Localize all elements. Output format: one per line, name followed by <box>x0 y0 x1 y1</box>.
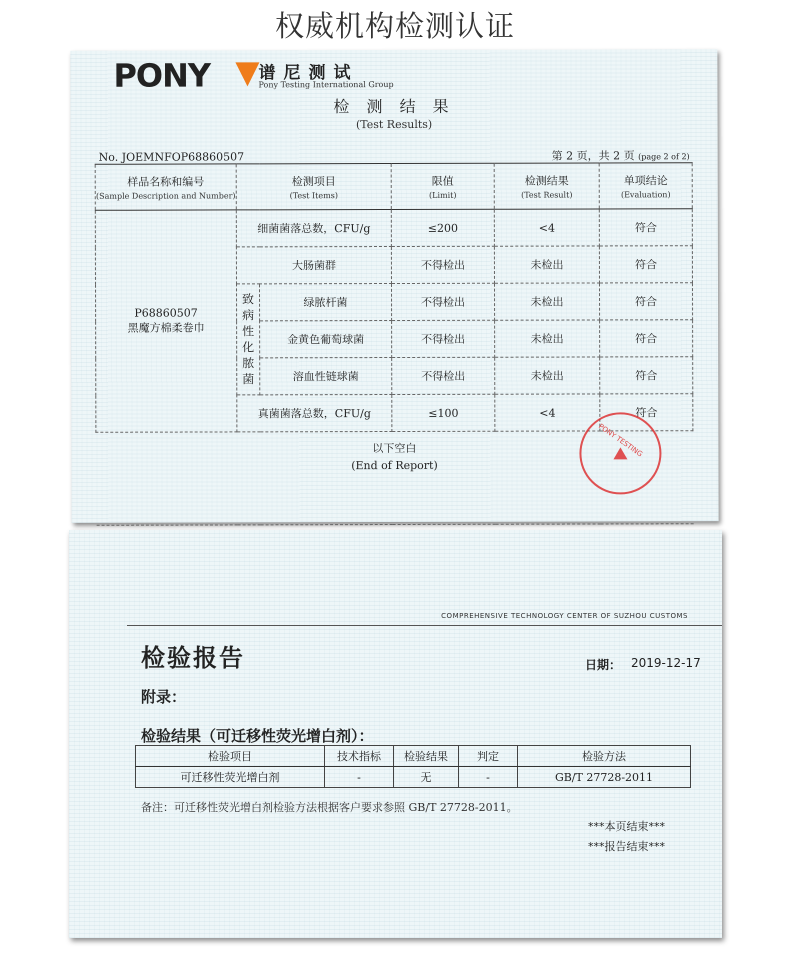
limit-value: 不得检出 <box>391 283 494 320</box>
appendix-label: 附录： <box>141 688 187 706</box>
header-cell: 检测结果 (Test Result) <box>494 163 599 209</box>
limit-value: ≤100 <box>392 394 495 431</box>
limit-value: 不得检出 <box>391 246 494 283</box>
logo-cn-name: 谱尼测试 <box>258 63 359 84</box>
evaluation-value: 符合 <box>599 209 692 246</box>
evaluation-value: 符合 <box>600 357 693 394</box>
test-item: 绿脓杆菌 <box>259 284 391 321</box>
inspection-table <box>135 745 691 788</box>
test-item: 溶血性链球菌 <box>260 358 392 395</box>
header-divider <box>127 625 722 626</box>
result-value: <4 <box>494 209 599 246</box>
table-cell: 可迁移性荧光增白剂 <box>136 767 325 788</box>
evaluation-value: 符合 <box>600 320 693 357</box>
report-number: No. JOEMNFOP68860507 <box>98 150 245 164</box>
stamp-text: PONY TESTING <box>596 422 644 459</box>
header-cell: 技术指标 <box>325 746 394 767</box>
center-name: COMPREHENSIVE TECHNOLOGY CENTER OF SUZHOU CUSTOMS <box>441 612 688 620</box>
header-cell: 判定 <box>459 746 518 767</box>
table-row <box>95 209 692 248</box>
end-of-report-marker: ***报告结束*** <box>588 840 665 853</box>
limit-value: 不得检出 <box>392 357 495 394</box>
logo-en-name: Pony Testing International Group <box>258 80 394 90</box>
table-cell: 无 <box>394 767 459 788</box>
logo-wordmark: PONY <box>113 56 211 95</box>
end-of-page: ***本页结束*** <box>588 820 665 833</box>
sample-cell <box>95 210 237 432</box>
evaluation-value: 符合 <box>600 394 693 431</box>
result-value: 未检出 <box>495 320 600 357</box>
pathogen-group-label: 致 病 性 化 脓 菌 <box>236 284 259 395</box>
page-number-en: (page 2 of 2) <box>638 152 690 162</box>
evaluation-value: 符合 <box>599 246 692 283</box>
inspection-report-sheet <box>69 530 722 938</box>
results-subtitle: (Test Results) <box>355 117 433 132</box>
header-cell: 检测项目 (Test Items) <box>236 164 391 210</box>
sample-name: 黑魔方棉柔卷巾 <box>127 321 205 335</box>
table-row <box>136 767 691 788</box>
result-heading: 检验结果（可迁移性荧光增白剂）： <box>141 727 374 745</box>
table-header-row <box>136 746 691 767</box>
test-item: 大肠菌群 <box>236 247 391 284</box>
table-cell: - <box>459 767 518 788</box>
result-value: 未检出 <box>494 246 599 283</box>
result-value: 未检出 <box>494 283 599 320</box>
remark: 备注：可迁移性荧光增白剂检验方法根据客户要求参照 GB/T 27728-2011。 <box>141 801 518 814</box>
report-title: 检验报告 <box>141 644 245 672</box>
header-cell: 样品名称和编号 (Sample Description and Number) <box>95 164 236 210</box>
table-cell: GB/T 27728-2011 <box>518 767 691 788</box>
limit-value: ≤200 <box>391 209 494 246</box>
sample-id: P68860507 <box>134 306 198 320</box>
limit-value: 不得检出 <box>392 320 495 357</box>
results-title: 检 测 结 果 <box>333 96 455 117</box>
end-of-report-cn: 以下空白 <box>372 441 417 456</box>
header-cell: 检验结果 <box>394 746 459 767</box>
test-item: 真菌菌落总数，CFU/g <box>237 395 392 432</box>
test-item: 金黄色葡萄球菌 <box>260 321 392 358</box>
header-cell: 单项结论 (Evaluation) <box>599 163 692 209</box>
stamp-star-icon <box>613 447 627 459</box>
page-title: 权威机构检测认证 <box>274 9 515 43</box>
evaluation-value: 符合 <box>599 283 692 320</box>
test-item: 细菌菌落总数，CFU/g <box>236 210 391 247</box>
result-value: 未检出 <box>495 357 600 394</box>
date-value: 2019-12-17 <box>631 656 701 670</box>
table-header-row <box>95 163 692 211</box>
end-of-report-en: (End of Report) <box>351 458 438 473</box>
page-number-cn: 第 2 页，共 2 页 <box>551 149 635 163</box>
logo-chevron-icon <box>235 62 259 86</box>
result-value: <4 <box>495 394 600 431</box>
header-cell: 检验项目 <box>136 746 325 767</box>
header-cell: 检验方法 <box>518 746 691 767</box>
test-results-sheet <box>70 49 718 523</box>
date-label: 日期： <box>585 658 622 672</box>
table-cell: - <box>325 767 394 788</box>
official-stamp-icon <box>579 412 661 494</box>
page-number <box>552 147 690 163</box>
header-cell: 限值 (Limit) <box>391 163 494 209</box>
